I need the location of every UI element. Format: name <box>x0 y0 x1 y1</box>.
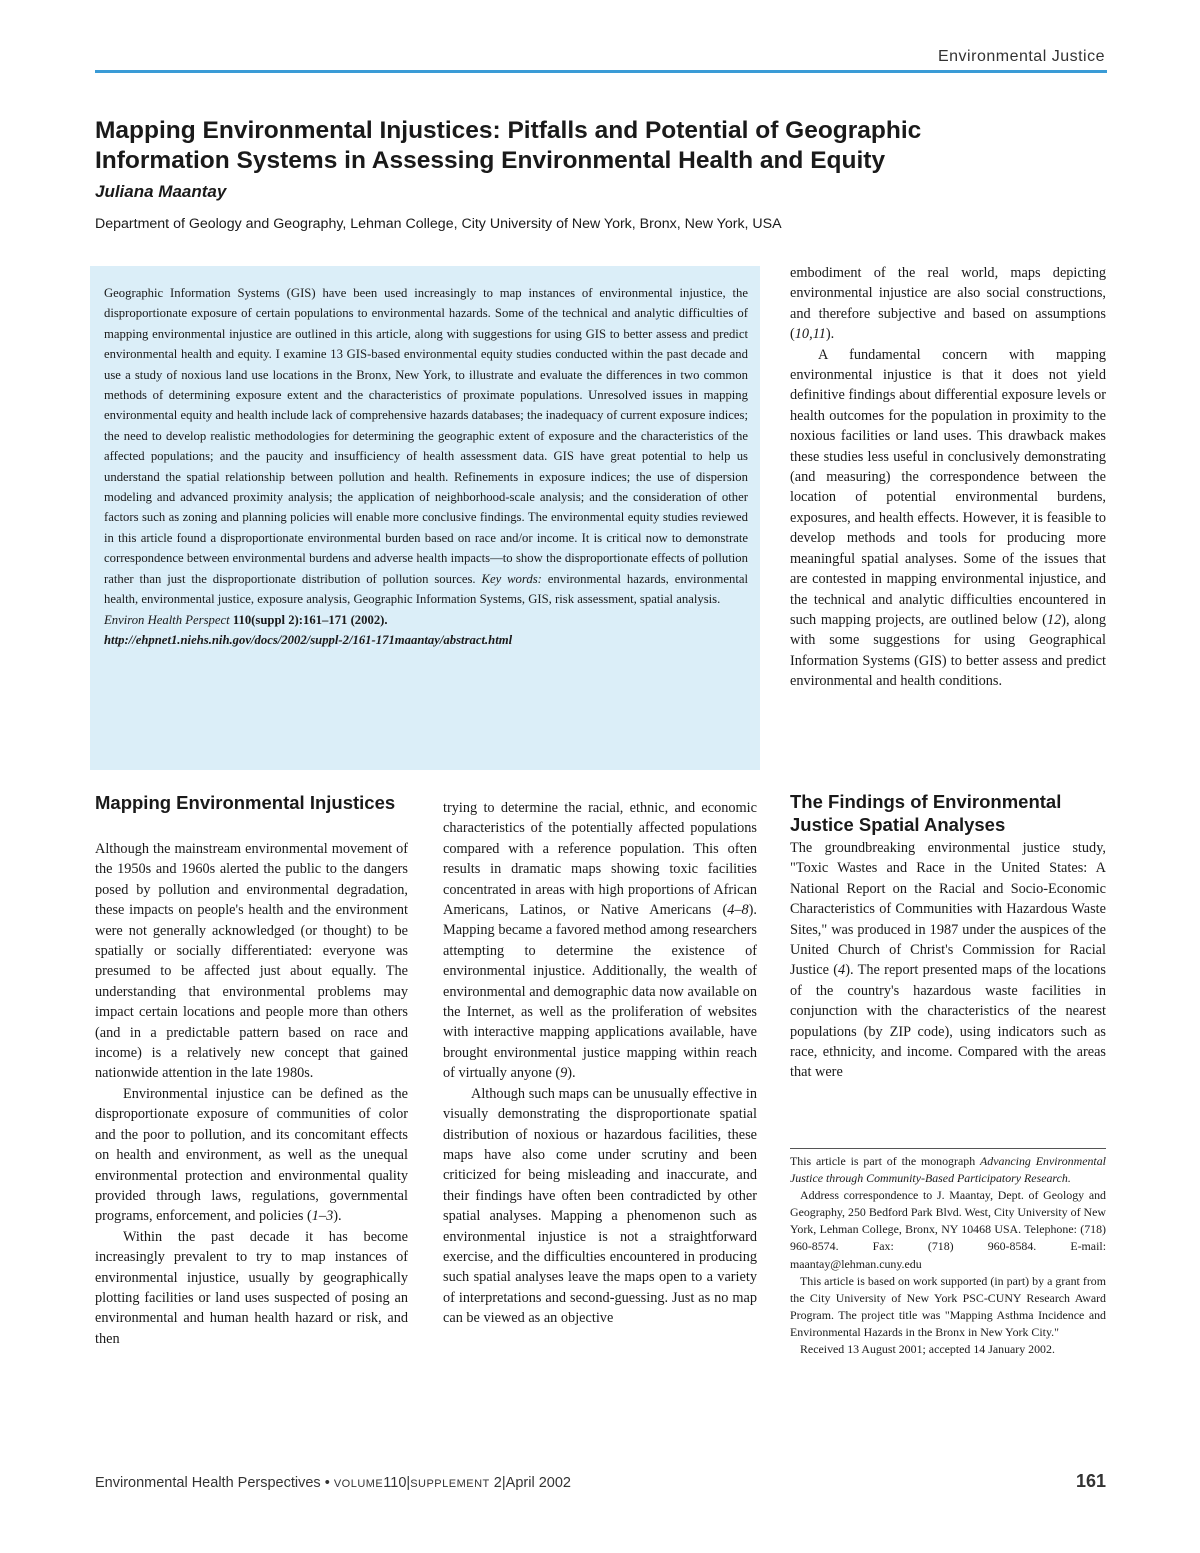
running-head: Environmental Justice <box>937 48 1105 65</box>
page-footer <box>95 1475 571 1491</box>
paragraph: Within the past decade it has become increasingly prevalent to try to map instances of environmental injustice, usually by geographically plotting facilities or land uses suspected of posing an environmental and human health hazard or risk, and then <box>95 1228 408 1347</box>
header-rule <box>95 70 1107 73</box>
key-words: environmental hazards, environmental health, environmental justice, exposure analysis, Geographic Information Systems, GIS, risk assessment, spatial analysis. <box>104 571 749 607</box>
footer-sep: | <box>406 1475 411 1491</box>
footnote-correspondence: Address correspondence to J. Maantay, Dept. of Geology and Geography, 250 Bedford Park Blvd. West, City University of New York, Lehman College, Bronx, NY 10468 USA. Telephone: (718) 960-8574. Fax: (718) 960-8584. E-mail: maantay@lehman.cuny.edu <box>790 1188 1106 1271</box>
footer-date: April 2002 <box>505 1475 571 1491</box>
footnote-rule <box>790 1148 1106 1149</box>
paragraph: Environmental injustice can be defined as the disproportionate exposure of communities of color and the poor to pollution, and its concomitant effects on health and environment, as well as the unequal environmental protection and environmental quality provided through laws, regulations, governmental programs, enforcement, and policies (1–3). <box>95 1085 408 1225</box>
paragraph: The groundbreaking environmental justice study, "Toxic Wastes and Race in the United States: A National Report on the Racial and Socio-Economic Characteristics of Communities with Hazardous Waste Sites," was produced in 1987 under the auspices of the United Church of Christ's Commission for Racial Justice (4). The report presented maps of the locations of the country's hazardous waste facilities in conjunction with the characteristics of the nearest populations (by ZIP code), using indicators such as race, ethnicity, and income. Compared with the areas that were <box>790 840 1106 1081</box>
abstract-citation <box>104 610 748 630</box>
title-line-1: Mapping Environmental Injustices: Pitfalls and Potential of Geographic <box>95 117 922 144</box>
section-heading-mapping: Mapping Environmental Injustices <box>95 792 396 813</box>
footnote-monograph: This article is part of the monograph Advancing Environmental Justice through Community-Based Participatory Research. <box>790 1154 1106 1186</box>
paragraph: A fundamental concern with mapping environmental injustice is that it does not yield definitive findings about differential exposure levels or health outcomes for the population in proximity to the noxious facilities or land uses. This drawback makes these studies less useful in conclusively demonstrating (and measuring) the correspondence between the location of potential environmental burdens, exposures, and health effects. However, it is feasible to develop methods and tools for producing more meaningful spatial analyses. Some of the issues that are contested in mapping environmental injustice, and the technical and analytic difficulties encountered in such mapping projects, are outlined below (12), along with some suggestions for using Geographical Information Systems (GIS) to better assess and predict environmental and health conditions. <box>790 346 1106 690</box>
column-3-findings <box>790 838 1106 1083</box>
footer-volume-label: VOLUME <box>333 1478 384 1490</box>
key-words-label: Key words: <box>481 571 542 586</box>
author-name: Juliana Maantay <box>95 182 227 201</box>
abstract-body: Geographic Information Systems (GIS) have been used increasingly to map instances of environmental injustice, the disproportionate exposure of certain populations to environmental hazards. Some of the technical and analytic difficulties of mapping environmental injustice are outlined in this article, along with suggestions for using GIS to better assess and predict environmental health and equity. I examine 13 GIS-based environmental equity studies conducted within the past decade and use a study of noxious land use locations in the Bronx, New York, to illustrate and evaluate the differences in two common methods of determining exposure extent and the characteristics of proximate populations. Unresolved issues in mapping environmental equity and health include lack of comprehensive hazards databases; the inadequacy of current exposure indices; the need to develop realistic methodologies for determining the geographic extent of exposure and the characteristics of the affected populations; and the paucity and insufficiency of health assessment data. GIS have great potential to help us understand the spatial relationship between pollution and health. Refinements in exposure indices; the use of dispersion modeling and advanced proximity analysis; the application of neighborhood-scale analysis; and the consideration of other factors such as zoning and planning policies will enable more conclusive findings. The environmental equity studies reviewed in this article found a disproportionate environmental burden based on race and/or income. It is critical now to demonstrate correspondence between environmental burdens and adverse health impacts—to show the disproportionate effects of pollution rather than just the disproportionate distribution of pollution sources. Key words: environmental hazards, environmental health, environmental justice, exposure analysis, Geographic Information Systems, GIS, risk assessment, spatial analysis. <box>104 286 749 607</box>
citation-ref[interactable]: 4–8 <box>727 902 749 919</box>
footer-sep: | <box>501 1475 506 1491</box>
footer-volume: 110 <box>383 1475 407 1491</box>
citation-ref[interactable]: 4 <box>838 962 846 979</box>
citation-ref[interactable]: 9 <box>560 1065 568 1082</box>
citation-ref[interactable]: 1–3 <box>311 1208 334 1225</box>
paragraph: trying to determine the racial, ethnic, and economic characteristics of the potentially affected populations compared with a reference population. This often results in dramatic maps showing toxic facilities concentrated in areas with high proportions of African Americans, Latinos, or Native Americans (4–8). Mapping became a favored method among researchers attempting to determine the existence of environmental injustice. Additionally, the wealth of environmental and demographic data now available on the Internet, as well as the proliferation of websites with interactive mapping applications available, have brought environmental justice mapping within reach of virtually anyone (9). <box>443 800 757 1082</box>
title-line-2: Information Systems in Assessing Environmental Health and Equity <box>95 147 886 174</box>
paragraph: embodiment of the real world, maps depicting environmental injustice are also social constructions, and therefore subjective and based on assumptions (10,11). <box>790 265 1106 343</box>
paragraph: Although the mainstream environmental movement of the 1950s and 1960s alerted the public to the dangers posed by pollution and environmental degradation, these impacts on people's health and the environment were not generally acknowledged (or thought) to be spatially or socially differentiated: everyone was presumed to be affected just about equally. The understanding that environmental problems may impact certain locations and people more than others (and in a predictable pattern based on race and income) is a relatively new concept that gained nationwide attention in the late 1980s. <box>95 841 408 1082</box>
citation-journal: Environ Health Perspect <box>104 612 230 627</box>
footnote-funding: This article is based on work supported (in part) by a grant from the City University of New York PSC-CUNY Research Award Program. The project title was "Mapping Asthma Incidence and Environmental Hazards in the Bronx in New York City." <box>790 1273 1106 1339</box>
footer-bullet: • <box>324 1475 330 1491</box>
abstract <box>104 283 748 650</box>
section-heading-findings: The Findings of Environmental Justice Spatial Analyses <box>790 791 1062 835</box>
citation-ref[interactable]: 12 <box>1046 611 1062 628</box>
footer-supplement: 2 <box>493 1475 502 1491</box>
footnotes <box>790 1153 1106 1358</box>
citation-ref[interactable]: 10,11 <box>794 326 826 343</box>
column-2 <box>443 798 757 1329</box>
affiliation: Department of Geology and Geography, Lehman College, City University of New York, Bronx, New York, USA <box>95 216 782 232</box>
paragraph: Although such maps can be unusually effective in visually demonstrating the disproportionate spatial distribution of noxious or hazardous facilities, these maps have also come under scrutiny and been criticized for being misleading and inaccurate, and their findings have often been contradicted by other spatial analyses. Mapping a phenomenon such as environmental injustice is not a straightforward exercise, and the difficulties encountered in producing such spatial analyses leave the maps open to a variety of interpretations and second-guessing. Just as no map can be viewed as an objective <box>443 1085 757 1327</box>
citation-details: 110(suppl 2):161–171 (2002). <box>232 612 388 627</box>
column-1 <box>95 839 408 1349</box>
page-number: 161 <box>1075 1471 1106 1491</box>
column-3-top <box>790 263 1106 692</box>
footer-journal: Environmental Health Perspectives <box>95 1475 321 1491</box>
article-title <box>95 116 1105 176</box>
abstract-url[interactable]: http://ehpnet1.niehs.nih.gov/docs/2002/suppl-2/161-171maantay/abstract.html <box>104 632 513 647</box>
footer-supplement-label: SUPPLEMENT <box>410 1478 490 1490</box>
footnote-received: Received 13 August 2001; accepted 14 January 2002. <box>800 1342 1055 1357</box>
